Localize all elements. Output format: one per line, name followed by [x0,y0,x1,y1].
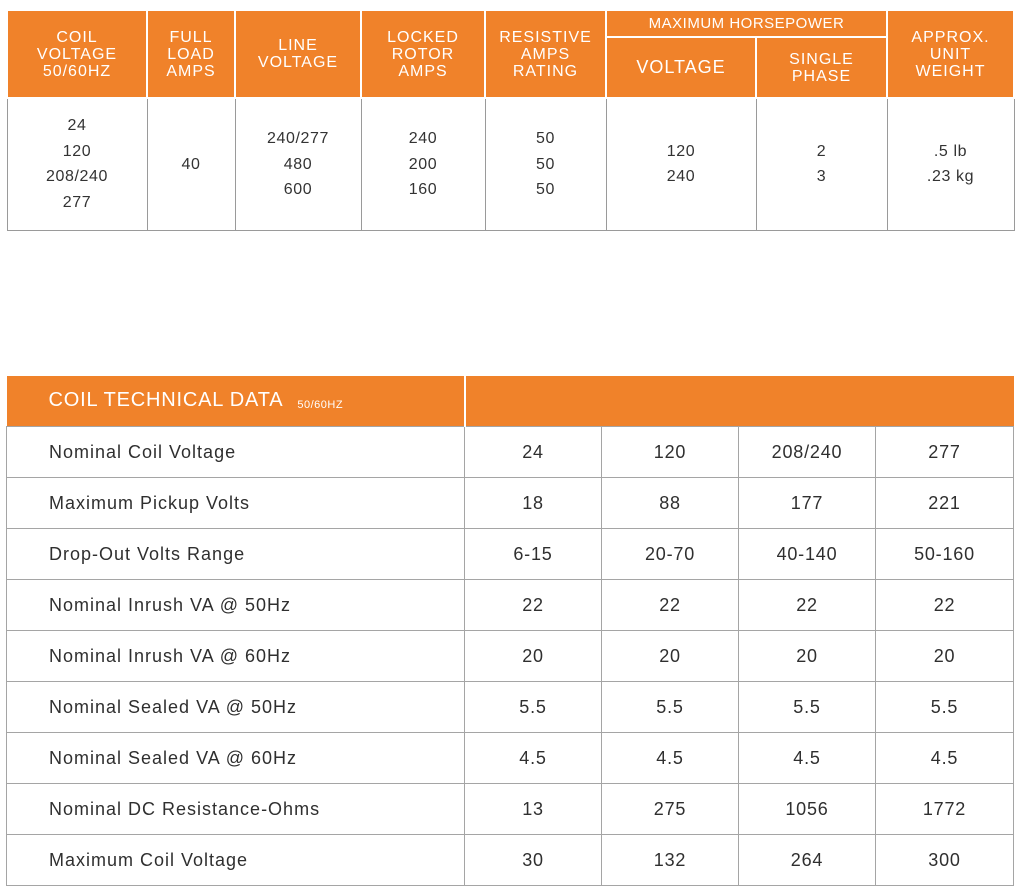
value-cell: 6-15 [465,528,602,579]
header-full-load-amps: FULL LOAD AMPS [147,10,235,98]
table-row [7,630,1014,681]
row-label: Nominal Sealed VA @ 60Hz [7,732,465,783]
coil-table-title: COIL TECHNICAL DATA [48,389,284,412]
row-label: Nominal Inrush VA @ 50Hz [7,579,465,630]
value-cell: 20 [602,630,739,681]
header-line-voltage: LINE VOLTAGE [235,10,361,98]
value-cell: 18 [465,477,602,528]
value-cell: 132 [602,834,739,885]
table-row [7,783,1014,834]
header-coil-voltage: COIL VOLTAGE 50/60HZ [7,10,147,98]
value-cell: 5.5 [465,681,602,732]
value-cell: 4.5 [876,732,1014,783]
cell-full-load-amps: 40 [147,98,235,230]
value-cell: 20 [876,630,1014,681]
coil-table-header-fill [465,376,1014,426]
table-row [7,834,1014,885]
value-cell: 88 [602,477,739,528]
cell-resistive-amps-rating: 50 50 50 [485,98,606,230]
value-cell: 5.5 [876,681,1014,732]
table-row [7,528,1014,579]
row-label: Maximum Coil Voltage [7,834,465,885]
value-cell: 5.5 [739,681,876,732]
ratings-table [6,9,1015,231]
header-single-phase: SINGLE PHASE [756,37,887,98]
row-label: Nominal Inrush VA @ 60Hz [7,630,465,681]
value-cell: 22 [876,579,1014,630]
value-cell: 22 [465,579,602,630]
value-cell: 13 [465,783,602,834]
table-row [7,477,1014,528]
value-cell: 4.5 [465,732,602,783]
table-row [7,426,1014,477]
row-label: Drop-Out Volts Range [7,528,465,579]
value-cell: 30 [465,834,602,885]
value-cell: 264 [739,834,876,885]
coil-technical-data-table [6,376,1014,886]
header-maximum-horsepower: MAXIMUM HORSEPOWER [606,10,887,37]
table-row [7,681,1014,732]
table-row [7,732,1014,783]
value-cell: 24 [465,426,602,477]
coil-table-header [7,376,465,426]
row-label: Nominal Sealed VA @ 50Hz [7,681,465,732]
value-cell: 22 [602,579,739,630]
value-cell: 20 [739,630,876,681]
table-row [7,579,1014,630]
cell-locked-rotor-amps: 240 200 160 [361,98,485,230]
coil-table-subtitle: 50/60HZ [297,399,344,412]
value-cell: 50-160 [876,528,1014,579]
value-cell: 300 [876,834,1014,885]
row-label: Nominal DC Resistance-Ohms [7,783,465,834]
header-approx-unit-weight: APPROX. UNIT WEIGHT [887,10,1014,98]
header-resistive-amps-rating: RESISTIVE AMPS RATING [485,10,606,98]
cell-coil-voltage: 24 120 208/240 277 [7,98,147,230]
value-cell: 1056 [739,783,876,834]
cell-hp-voltage: 120 240 [606,98,756,230]
value-cell: 40-140 [739,528,876,579]
header-hp-voltage: VOLTAGE [606,37,756,98]
value-cell: 22 [739,579,876,630]
value-cell: 277 [876,426,1014,477]
value-cell: 5.5 [602,681,739,732]
value-cell: 275 [602,783,739,834]
header-locked-rotor-amps: LOCKED ROTOR AMPS [361,10,485,98]
value-cell: 221 [876,477,1014,528]
value-cell: 4.5 [739,732,876,783]
value-cell: 20-70 [602,528,739,579]
table-row [7,98,1014,230]
cell-weight: .5 lb .23 kg [887,98,1014,230]
coil-table-body [7,426,1014,885]
row-label: Maximum Pickup Volts [7,477,465,528]
cell-single-phase: 2 3 [756,98,887,230]
value-cell: 208/240 [739,426,876,477]
value-cell: 177 [739,477,876,528]
row-label: Nominal Coil Voltage [7,426,465,477]
value-cell: 120 [602,426,739,477]
value-cell: 4.5 [602,732,739,783]
value-cell: 20 [465,630,602,681]
value-cell: 1772 [876,783,1014,834]
cell-line-voltage: 240/277 480 600 [235,98,361,230]
